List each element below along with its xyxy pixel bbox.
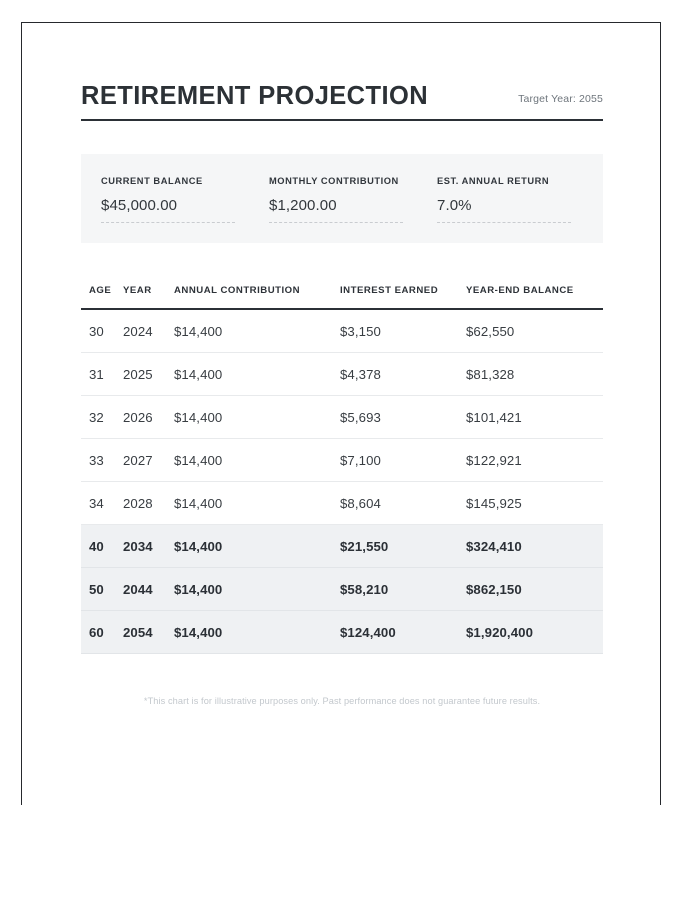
table-row	[81, 309, 603, 353]
cell-year: 2044	[123, 568, 174, 611]
summary-panel	[81, 154, 603, 243]
cell-year: 2026	[123, 396, 174, 439]
cell-interest-earned: $3,150	[340, 309, 466, 353]
table-row	[81, 482, 603, 525]
cell-interest-earned: $5,693	[340, 396, 466, 439]
disclaimer-footnote: *This chart is for illustrative purposes only. Past performance does not guarantee future results.	[143, 696, 541, 707]
table-row	[81, 353, 603, 396]
cell-annual-contribution: $14,400	[174, 525, 340, 568]
cell-annual-contribution: $14,400	[174, 611, 340, 654]
summary-field-current-balance[interactable]	[101, 176, 269, 223]
cell-age: 33	[81, 439, 123, 482]
cell-year: 2025	[123, 353, 174, 396]
cell-year: 2054	[123, 611, 174, 654]
cell-annual-contribution: $14,400	[174, 439, 340, 482]
table-header-row	[81, 285, 603, 309]
summary-underline-current-balance	[101, 222, 235, 223]
summary-label-current-balance: CURRENT BALANCE	[101, 176, 203, 187]
cell-year: 2027	[123, 439, 174, 482]
cell-year-end-balance: $1,920,400	[466, 611, 603, 654]
cell-year-end-balance: $101,421	[466, 396, 603, 439]
cell-age: 60	[81, 611, 123, 654]
summary-value-current-balance: $45,000.00	[101, 197, 178, 215]
cell-age: 32	[81, 396, 123, 439]
column-header-year-end-balance: YEAR-END BALANCE	[466, 285, 603, 309]
column-header-year: YEAR	[123, 285, 174, 309]
cell-annual-contribution: $14,400	[174, 309, 340, 353]
summary-value-est-annual-return: 7.0%	[437, 197, 472, 215]
page-title: RETIREMENT PROJECTION	[81, 82, 429, 110]
cell-annual-contribution: $14,400	[174, 396, 340, 439]
cell-age: 50	[81, 568, 123, 611]
projection-table	[81, 285, 603, 654]
cell-age: 40	[81, 525, 123, 568]
document-page	[21, 22, 661, 805]
column-header-annual-contribution: ANNUAL CONTRIBUTION	[174, 285, 340, 309]
cell-year: 2024	[123, 309, 174, 353]
cell-interest-earned: $4,378	[340, 353, 466, 396]
summary-underline-est-annual-return	[437, 222, 571, 223]
projection-table-body	[81, 309, 603, 654]
summary-label-monthly-contribution: MONTHLY CONTRIBUTION	[269, 176, 399, 187]
table-row	[81, 525, 603, 568]
page-content	[81, 83, 603, 706]
cell-interest-earned: $124,400	[340, 611, 466, 654]
cell-age: 30	[81, 309, 123, 353]
cell-age: 34	[81, 482, 123, 525]
projection-table-head	[81, 285, 603, 309]
cell-year: 2028	[123, 482, 174, 525]
cell-year-end-balance: $122,921	[466, 439, 603, 482]
cell-year-end-balance: $81,328	[466, 353, 603, 396]
table-row	[81, 568, 603, 611]
cell-annual-contribution: $14,400	[174, 568, 340, 611]
column-header-interest-earned: INTEREST EARNED	[340, 285, 466, 309]
summary-label-est-annual-return: EST. ANNUAL RETURN	[437, 176, 550, 187]
cell-year-end-balance: $324,410	[466, 525, 603, 568]
cell-interest-earned: $7,100	[340, 439, 466, 482]
cell-year: 2034	[123, 525, 174, 568]
column-header-age: AGE	[81, 285, 123, 309]
cell-year-end-balance: $862,150	[466, 568, 603, 611]
title-divider	[81, 119, 603, 122]
cell-annual-contribution: $14,400	[174, 482, 340, 525]
cell-year-end-balance: $62,550	[466, 309, 603, 353]
cell-age: 31	[81, 353, 123, 396]
document-header	[81, 83, 603, 119]
summary-field-monthly-contribution[interactable]	[269, 176, 437, 223]
cell-interest-earned: $58,210	[340, 568, 466, 611]
cell-interest-earned: $8,604	[340, 482, 466, 525]
target-year-label: Target Year: 2055	[518, 92, 603, 105]
cell-year-end-balance: $145,925	[466, 482, 603, 525]
summary-value-monthly-contribution: $1,200.00	[269, 197, 337, 215]
table-row	[81, 396, 603, 439]
table-row	[81, 611, 603, 654]
summary-field-est-annual-return[interactable]	[437, 176, 583, 223]
summary-underline-monthly-contribution	[269, 222, 403, 223]
cell-interest-earned: $21,550	[340, 525, 466, 568]
table-row	[81, 439, 603, 482]
cell-annual-contribution: $14,400	[174, 353, 340, 396]
